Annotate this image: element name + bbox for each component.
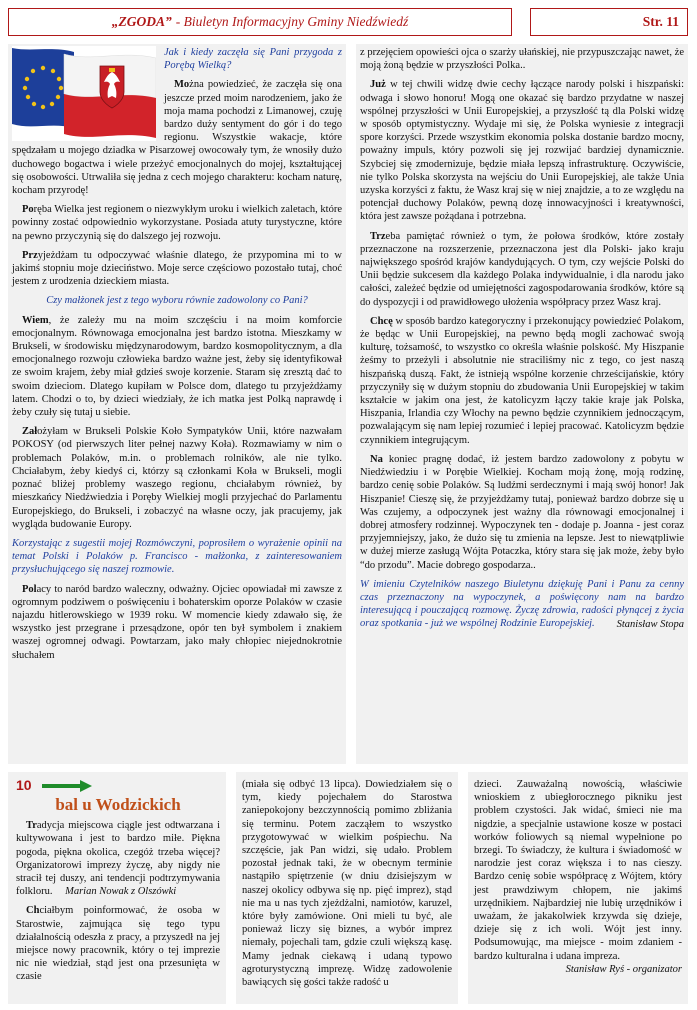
header-title-box (8, 8, 512, 36)
bal-column-3 (468, 772, 688, 1004)
interview-paragraph: Można powiedzieć, że zaczęła się ona jeszcze przed moim narodzeniem, jako że moja mama pochodzi z Limanowej, czuję bardzo duży sentyment do gór i do tego regionu. Wszystkie wakacje, które spędzałam u mojego dziadka w Pisarzowej owocowały tym, że wnosiły dużo duchowego bogactwa i wiele przeżyć emocjonalnych do mojej, kształtującej się osobowości. Utrwaliła się jedna z cech mojego charakteru: kocham naturę, kocham przyrodę! (12, 79, 342, 197)
publication-brand: „ZGODA” (111, 14, 172, 29)
interview-paragraph: z przejęciem opowieści ojca o szarży ułańskiej, nie przypuszczając nawet, że moją żoną będzie w przyszłości Polka.. (360, 47, 684, 72)
interview-column-left (8, 44, 346, 764)
bal-col2-text: (miała się odbyć 13 lipca). Dowiedziałem się o tym, kiedy pojechałem do Starostwa zaniepokojony bezczynnością pomimo zbliżania się terminu. Potem zacząłem to wszystko przygotowywać w wielkim pośpiechu. Na szczęście, jak Pan widzi, się udało. Problem pozostał jednak taki, że w obecnym terminie nastąpiło spiętrzenie (w dniu dzisiejszym w naszej okolicy odbywa się np. pięć imprez), stąd nie ma u nas tych zjeżdżalni, namiotów, karuzel, które były zamówione. Oni mieli tu być, ale ponieważ liczy się biznes, a wybór imprez niemały, pojechali tam, gdzie czuli większą kasę. Mamy jednak ciekawą i udaną typowo agroturystyczną imprezę. Widzę zadowolenie bawiących się gości także radość u (242, 779, 452, 989)
publication-subtitle: - Biuletyn Informacyjny Gminy Niedźwiedź (175, 14, 409, 29)
interview-column-right (356, 44, 688, 764)
flags-svg (12, 46, 156, 141)
interview-paragraph: Poręba Wielka jest regionem o niezwykłym uroku i wielkich zaletach, które powinny zostać odpowiednio wykorzystane. Posiada atuty turystyczne, które na pewno przyczynią się do dalszego jej rozwoju. (12, 204, 342, 242)
bal-paragraph-1: Tradycja miejscowa ciągle jest odtwarzana i kultywowana i jest to bardzo miłe. Piękna pogoda, piękna okolica, czegóż trzeba więcej? Organizatorowi imprezy życzę, aby nigdy nie stracił tej duszy, ani tendencji podtrzymywania folkloru. Marian Nowak z Olszówki (16, 820, 220, 898)
bal-column-2 (236, 772, 458, 1004)
bal-paragraph-2: Chciałbym poinformować, że osoba w Starostwie, zajmująca się tego typu działalnością odeszła z pracy, a przyszedł na jej miejsce nowy pracownik, który o tej imprezie nic nie wiedział, stąd jest ona przesunięta w czasie (16, 905, 220, 983)
bal-signature-1: Marian Nowak z Olszówki (65, 886, 177, 898)
interview-paragraph: Założyłam w Brukseli Polskie Koło Sympatyków Unii, które nazwałam POKOSY (od pierwszych liter pełnej nazwy Koła). Rozmawiamy w nim o problemach Polaków, m.in. o problemach rolników, ale nie tylko. Chciałabym, żeby kiedyś ci, którzy są członkami Koła w Brukseli, mogli poznać bliżej problemy waszego regionu, chciałabym również, by mieszkańcy Niedźwiedzia i Poręby Wielkiej mogli przyjechać do Parlamentu Europejskiego, do Brukseli, i zobaczyć na własne oczy, jak pracujemy, jak wygląda budowanie Europy. (12, 426, 342, 530)
interview-signature: Stanisław Stopa (616, 618, 684, 630)
interview-col2-body (360, 46, 684, 631)
arrow-right-icon (42, 780, 92, 792)
bal-signature-3: Stanisław Ryś - organizator (565, 963, 682, 975)
bal-title: bal u Wodzickich (55, 795, 181, 814)
interview-paragraph: Trzeba pamiętać również o tym, że połowa środków, które zostały przeznaczone na rozszerzenie, przeznaczona jest dla Polski- jako kraju największego spośród krajów kandydujących. O tym, czy wejście Polski do Unii będzie sukcesem dla każdego Polaka indywidualnie, i dla narodu jako całości, zależeć będzie od umiejętności zagospodarowania środków, które są do dyspozycji i od prawidłowego ułożenia współpracy przez Wasz kraj. (360, 230, 684, 308)
interview-question: W imieniu Czytelników naszego Biuletynu dziękuję Pani i Panu za cenny czas przeznaczony na wypoczynek, a poświęcony nam na bardzo interesującą i pouczającą rozmowę. Życzę zdrowia, radości płynącej z życia oraz spotkania - już we wspólnej Rodzinie Europejskiej. (360, 578, 684, 630)
interview-question: Korzystając z sugestii mojej Rozmówczyni, poprosiłem o wyrażenie opinii na temat Polski i Polaków p. Francisco - małżonka, z zainteresowaniem przysłuchującego się naszej rozmowie. (12, 537, 342, 576)
interview-question: Czy małżonek jest z tego wyboru równie zadowolony co Pani? (46, 295, 308, 307)
interview-paragraph: Chcę w sposób bardzo kategoryczny i przekonujący powiedzieć Polakom, że będąc w Unii Europejskiej, na pewno będą mogli zachować swoją kulturę, tożsamość, to wszystko co określa właśnie polskość. My Hiszpanie żeśmy to przeżyli i absolutnie nie straciliśmy nic z tego, co jest naszą hiszpańską duszą. Fakt, że istnieją wspólne korzenie chrześcijańskie, który przyczyniły się w dużym stopniu do zbudowania Unii Europejskiej w takim kształcie w jakim ona jest, że katolicyzm łączy takie kraje jak Polska, Hiszpania, Irlandia czy Włochy na pewno będzie czynnikiem jednoczącym, pozwalającym się nam lepiej rozumieć i lepiej pracować. Katolicyzm będzie czynnikiem integrującym. (360, 315, 684, 446)
page-number: Str. 11 (642, 14, 679, 29)
bal-col3-text: dzieci. Zauważalną nowością, właściwie wnioskiem z ubiegłorocznego pikniku jest problem czystości. Jak widać, śmieci nie ma nigdzie, a specjalnie ustawione kosze w postaci worków foliowych są niemal wypełnione po brzegi. To świadczy, że kultura i świadomość w narodzie jest coraz większa i to nas cieszy. Bardzo cenię sobie współpracę z Wójtem, który jest prawdziwym chłopem, nie jakimś urzędnikiem. Najbardziej nie lubię urzędników i uważam, że jakakolwiek krzywda się dzieje, dzieje się z ich woli. Wójt jest inny. Podsumowując, ma miejsce - moim zdaniem - bardzo kulturalna i udana impreza. (474, 779, 682, 962)
bal-heading (16, 776, 220, 796)
interview-paragraph: Polacy to naród bardzo waleczny, odważny. Ojciec opowiadał mi zawsze z ogromnym podziwem o poświęceniu i bohaterskim oporze Polaków w czasie najazdu hitlerowskiego w 1939 roku. W momencie kiedy zdawało się, że wszystko jest przegrane i przesądzone, opór ten był symbolem i znakiem waszej ogromnej odwagi. Powtarzam, jako mały chłopiec niejednokrotnie słuchałem (12, 583, 342, 661)
bal-column-1 (8, 772, 226, 1004)
flags-illustration (12, 46, 156, 141)
white-eagle-icon (100, 66, 124, 108)
interview-paragraph: Przyjeżdżam tu odpoczywać właśnie dlatego, że przypomina mi to w jakimś stopniu moje dzieciństwo. Moje serce częściowo pozostało tutaj, choć jestem z urodzenia dzieckiem miasta. (12, 249, 342, 288)
interview-paragraph: Już w tej chwili widzę dwie cechy łączące narody polski i hiszpański: odwaga i słowo honoru! Mogą one okazać się bardzo przydatne w naszej wspólnej przyszłości w Unii Europejskiej, a przyszłość tą dla Polski widzę w sposób optymistyczny. Wydaje mi się, że Polska wyniesie z integracji spore korzyści. Przede wszystkim ekonomia polska dostanie bardzo mocny, poważny impuls, który pozwoli się jej rozwijać bardziej dynamicznie. Szybciej się zmodernizuje, będzie miała lepszą infrastrukturę. Oczywiście, nie tylko Polska skorzysta na wejściu do Unii Europejskiej, ale także Unia uzyska korzyści z faktu, że Wasz kraj się w niej znajdzie, a to ze względu na potencjał duchowy Polaków, pewną dozę innowacyjności i kreatywności, która jest zawsze pożądana i potrzebna. (360, 79, 684, 223)
interview-question: Jak i kiedy zaczęła się Pani przygoda z Porębą Wielką? (164, 47, 342, 72)
interview-paragraph: Na koniec pragnę dodać, iż jestem bardzo zadowolony z pobytu w Niedźwiedziu i w Porębie Wielkiej. Kocham moją żonę, moją rodzinę, bardzo cenię sobie Polaków. Są ludźmi serdecznymi i mają swój honor! Jak Hiszpanie! Cieszę się, że przyjeżdżamy tutaj, ponieważ bardzo dobrze się u Was czujemy, a odpoczynek jest ważny dla równowagi emocjonalnej i dobrej atmosfery rodzinnej. Wypoczynek ten - dodaje p. Joanna - jest coraz przyjemniejszy, jako, że dużo się tu zmienia na lepsze. Jest to niewątpliwie w dużej mierze zasługą Wójta Potaczka, który stara się jak może, żeby było “do przodu”. Macie dobrego gospodarza.. (360, 453, 684, 571)
page-number-box (530, 8, 688, 36)
interview-paragraph: Wiem, że zależy mu na moim szczęściu i na moim komforcie emocjonalnym. Równowaga emocjonalna jest bardzo istotna. Mieszkamy w Brukseli, w środowisku międzynarodowym, bardzo kosmopolitycznym, a dla emocjonalnego rozwoju człowieka bardzo ważne jest, żeby się identyfikował ze swoim krajem, żeby miał gdzieś swoje korzenie. Staram się zresztą dać to swoim dzieciom. Dlatego kupiłam w Polsce dom, dlatego tu przyjeżdżamy latem. Chodzi o to, by dzieci wiedziały, że ich matka jest Polką naprawdę i żeby czuły się tutaj u siebie. (12, 314, 342, 419)
bal-number: 10 (16, 777, 32, 794)
